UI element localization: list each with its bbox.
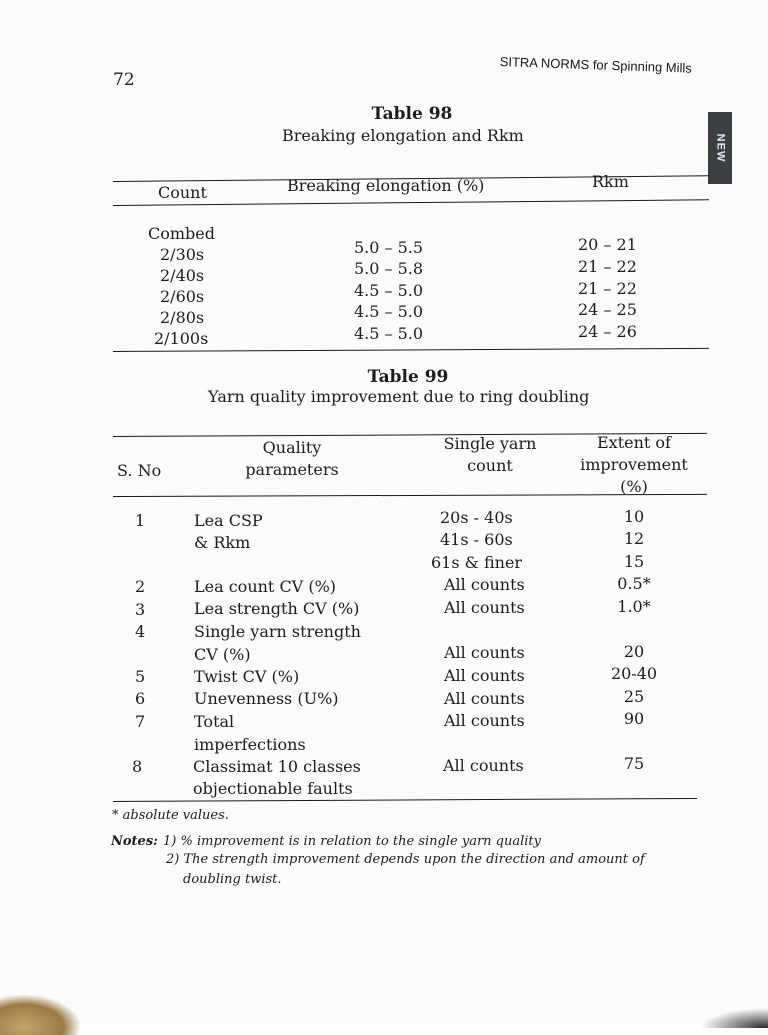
- table99-title: Table 99: [367, 367, 449, 387]
- table-row-count: All counts: [444, 689, 525, 708]
- footnote-absolute: * absolute values.: [112, 808, 229, 823]
- table-row-count: All counts: [444, 598, 525, 617]
- table-row-sno: 8: [132, 757, 143, 776]
- page-number: 72: [113, 70, 135, 90]
- table-row-param: Classimat 10 classes: [193, 757, 361, 776]
- table-row-value: 1.0*: [617, 597, 651, 616]
- table-row-param: Single yarn strength: [194, 622, 361, 641]
- table-row-param: Unevenness (U%): [194, 689, 339, 708]
- table-row-elongation: 5.0 – 5.5: [354, 238, 424, 257]
- table-row-elongation: 4.5 – 5.0: [354, 281, 424, 300]
- table-row-count: 41s - 60s: [440, 530, 513, 549]
- table-row-count: 2/40s: [160, 266, 205, 285]
- table-row-param: & Rkm: [194, 533, 251, 552]
- header-line: improvement: [580, 455, 688, 474]
- table-row-value: 15: [623, 552, 645, 571]
- table-row-count: All counts: [444, 711, 525, 730]
- table-row-elongation: 4.5 – 5.0: [354, 324, 424, 343]
- table-row-rkm: 24 – 26: [578, 322, 637, 341]
- table-row-count: All counts: [444, 666, 525, 685]
- table-row-sno: 6: [135, 689, 146, 708]
- table-row-count: All counts: [443, 756, 524, 775]
- table-row-count: 2/60s: [160, 287, 205, 306]
- table-row-param: Twist CV (%): [194, 667, 300, 686]
- table99-header-count: [428, 433, 552, 477]
- table-row-value: 10: [623, 507, 645, 526]
- table-row-value: 25: [623, 687, 645, 706]
- table-row-rkm: 21 – 22: [578, 257, 637, 276]
- table-row-count: 2/100s: [154, 329, 209, 348]
- table-row-value: 20-40: [610, 664, 658, 683]
- table-row-value: 75: [623, 754, 645, 773]
- note-1: 1) % improvement is in relation to the single yarn quality: [163, 834, 542, 849]
- table99-caption: Yarn quality improvement due to ring doubling: [208, 387, 590, 406]
- note-2: 2) The strength improvement depends upon the direction and amount of: [166, 852, 645, 867]
- table-row-value: 20: [623, 642, 645, 661]
- table99-header-sno: S. No: [117, 461, 162, 480]
- table-row-value: 12: [623, 529, 645, 548]
- table98-header-count: Count: [158, 183, 207, 202]
- table-row-param: Lea strength CV (%): [194, 599, 360, 618]
- new-side-tab: [708, 112, 732, 184]
- table-row-count: 2/30s: [160, 245, 205, 264]
- table-row-sno: 2: [135, 577, 146, 596]
- table-row-count: 20s - 40s: [440, 508, 513, 527]
- table-row-param: Lea count CV (%): [194, 577, 337, 596]
- table98-caption: Breaking elongation and Rkm: [282, 126, 524, 145]
- header-line: (%): [620, 477, 648, 496]
- table-row-rkm: 24 – 25: [578, 300, 637, 319]
- header-line: parameters: [245, 460, 339, 479]
- table-row-sno: 4: [135, 622, 146, 641]
- table98-bottom-rule: [113, 348, 709, 352]
- table-row-rkm: 21 – 22: [578, 279, 637, 298]
- notes-label: [111, 834, 158, 849]
- table-row-sno: 3: [135, 600, 146, 619]
- table-row-param: imperfections: [194, 735, 306, 754]
- table-row-param: Total: [194, 712, 235, 731]
- running-header: SITRA NORMS for Spinning Mills: [499, 54, 693, 76]
- table-row-sno: 1: [135, 511, 146, 530]
- page-corner-shadow: [0, 995, 80, 1035]
- table-row-param: objectionable faults: [193, 779, 353, 798]
- table98-header-elongation: Breaking elongation (%): [287, 176, 485, 195]
- header-line: Single yarn: [443, 434, 537, 453]
- table-row-count: All counts: [444, 575, 525, 594]
- table-row-rkm: 20 – 21: [578, 235, 637, 254]
- table-row-param: CV (%): [194, 645, 251, 664]
- table-row-count: 2/80s: [160, 308, 205, 327]
- notes-label-text: Notes:: [111, 834, 158, 849]
- table-row-count: 61s & finer: [431, 553, 523, 572]
- header-line: Extent of: [597, 433, 671, 452]
- note-2-continued: doubling twist.: [183, 872, 282, 887]
- table-row-value: 0.5*: [617, 574, 651, 593]
- new-tab-label: NEW: [714, 133, 727, 163]
- table-row-param: Lea CSP: [194, 511, 263, 530]
- table99-header-extent: [566, 432, 702, 498]
- table98-header-rkm: Rkm: [592, 172, 629, 191]
- table-row-sno: 7: [135, 712, 146, 731]
- table-row-sno: 5: [135, 667, 146, 686]
- table-row-value: 90: [623, 709, 645, 728]
- page-corner-shadow: [700, 1008, 768, 1028]
- table98-group-label: Combed: [148, 224, 215, 243]
- table-row-elongation: 5.0 – 5.8: [354, 259, 424, 278]
- header-line: count: [467, 456, 513, 475]
- table-row-count: All counts: [444, 643, 525, 662]
- table99-header-quality: [230, 437, 354, 481]
- header-line: Quality: [262, 438, 322, 457]
- table98-title: Table 98: [371, 104, 453, 124]
- table99-bottom-rule: [113, 798, 697, 802]
- table-row-elongation: 4.5 – 5.0: [354, 302, 424, 321]
